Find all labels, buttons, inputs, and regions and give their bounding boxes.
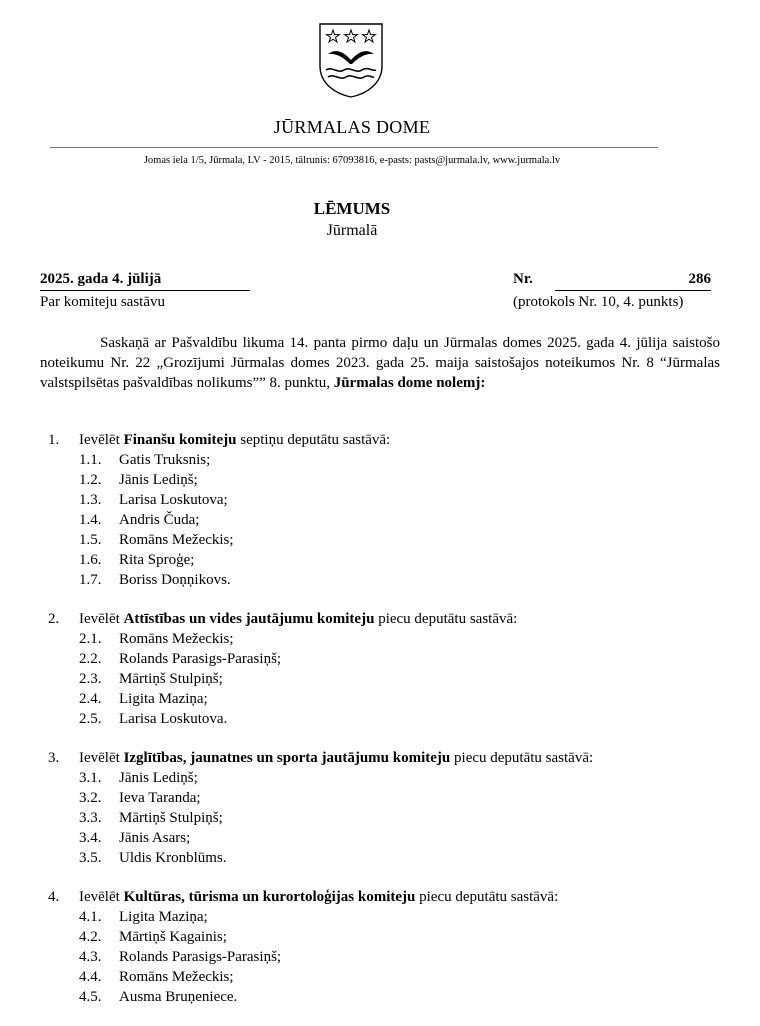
committee-section <box>0 887 760 1007</box>
member-number: 4.5. <box>79 989 102 1005</box>
member-number: 4.1. <box>79 909 102 925</box>
committee-heading <box>0 609 760 629</box>
member-name: Jānis Lediņš; <box>119 770 198 786</box>
member-number: 3.2. <box>79 790 102 806</box>
preamble-text: Saskaņā ar Pašvaldību likuma 14. panta pirmo daļu un Jūrmalas domes 2025. gada 4. jūlija saistošo noteikumu Nr. 22 „Grozījumi Jūrmalas domes 2023. gada 25. maija saistošajos noteikumos Nr. 8 “Jūrmalas valstspilsētas pašvaldības nolikums”” 8. punktu, <box>40 335 720 391</box>
member-item <box>0 788 760 808</box>
committee-heading <box>0 748 760 768</box>
member-item <box>0 967 760 987</box>
section-lead: Ievēlēt <box>79 432 120 448</box>
member-name: Rolands Parasigs-Parasiņš; <box>119 949 282 965</box>
member-item <box>0 530 760 550</box>
member-name: Romāns Mežeckis; <box>119 969 234 985</box>
committee-name: Finanšu komiteju <box>123 432 237 448</box>
section-text <box>79 887 558 907</box>
protocol-reference: (protokols Nr. 10, 4. punkts) <box>513 294 684 310</box>
section-number: 4. <box>48 889 60 905</box>
section-lead: Ievēlēt <box>79 889 120 905</box>
member-name: Ausma Bruņeniece. <box>119 989 238 1005</box>
member-item <box>0 570 760 590</box>
member-number: 2.3. <box>79 671 102 687</box>
member-name: Jānis Lediņš; <box>119 472 198 488</box>
member-name: Boriss Doņņikovs. <box>119 572 231 588</box>
member-item <box>0 987 760 1007</box>
member-name: Mārtiņš Kagainis; <box>119 929 227 945</box>
section-lead: Ievēlēt <box>79 611 120 627</box>
preamble-paragraph <box>40 333 720 393</box>
section-number: 1. <box>48 432 60 448</box>
member-number: 3.1. <box>79 770 102 786</box>
member-name: Rita Sproģe; <box>119 552 195 568</box>
committee-heading <box>0 430 760 450</box>
member-item <box>0 947 760 967</box>
member-item <box>0 550 760 570</box>
organization-name: JŪRMALAS DOME <box>273 117 431 137</box>
member-item <box>0 689 760 709</box>
member-name: Romāns Mežeckis; <box>119 631 234 647</box>
member-name: Ieva Taranda; <box>119 790 201 806</box>
member-name: Uldis Kronblūms. <box>119 850 227 866</box>
contact-line: Jomas iela 1/5, Jūrmala, LV - 2015, tālrunis: 67093816, e-pasts: pasts@jurmala.lv, www.jurmala.lv <box>143 155 561 166</box>
committee-name: Kultūras, tūrisma un kurortoloģijas komiteju <box>123 889 416 905</box>
member-item <box>0 450 760 470</box>
member-number: 1.1. <box>79 452 102 468</box>
member-number: 1.6. <box>79 552 102 568</box>
member-item <box>0 768 760 788</box>
member-item <box>0 907 760 927</box>
member-number: 1.3. <box>79 492 102 508</box>
committee-name: Attīstības un vides jautājumu komiteju <box>123 611 375 627</box>
committee-section <box>0 748 760 868</box>
section-tail: septiņu deputātu sastāvā: <box>240 432 391 448</box>
member-name: Rolands Parasigs-Parasiņš; <box>119 651 282 667</box>
committee-section <box>0 609 760 729</box>
member-number: 3.4. <box>79 830 102 846</box>
member-item <box>0 649 760 669</box>
member-number: 3.5. <box>79 850 102 866</box>
preamble-resolution: Jūrmalas dome nolemj: <box>333 375 486 391</box>
section-tail: piecu deputātu sastāvā: <box>419 889 559 905</box>
header-divider <box>50 147 658 148</box>
document-place: Jūrmalā <box>326 222 378 239</box>
member-item <box>0 828 760 848</box>
member-name: Ligita Maziņa; <box>119 909 208 925</box>
member-name: Romāns Mežeckis; <box>119 532 234 548</box>
member-number: 3.3. <box>79 810 102 826</box>
section-text <box>79 609 517 629</box>
member-name: Mārtiņš Stulpiņš; <box>119 810 223 826</box>
decision-date: 2025. gada 4. jūlijā <box>40 269 250 291</box>
member-number: 4.2. <box>79 929 102 945</box>
decision-number: 286 <box>555 269 711 291</box>
section-number: 2. <box>48 611 60 627</box>
member-item <box>0 490 760 510</box>
decision-number-label: Nr. <box>513 271 533 287</box>
member-number: 4.4. <box>79 969 102 985</box>
committee-list <box>0 430 760 1026</box>
decision-subject: Par komiteju sastāvu <box>40 294 165 310</box>
member-name: Mārtiņš Stulpiņš; <box>119 671 223 687</box>
section-tail: piecu deputātu sastāvā: <box>454 750 594 766</box>
member-item <box>0 927 760 947</box>
member-name: Gatis Truksnis; <box>119 452 211 468</box>
section-lead: Ievēlēt <box>79 750 120 766</box>
section-text <box>79 430 390 450</box>
member-number: 1.2. <box>79 472 102 488</box>
member-item <box>0 629 760 649</box>
document-title: LĒMUMS <box>313 199 391 218</box>
member-number: 1.7. <box>79 572 102 588</box>
member-number: 4.3. <box>79 949 102 965</box>
member-item <box>0 669 760 689</box>
committee-heading <box>0 887 760 907</box>
member-item <box>0 510 760 530</box>
member-number: 1.4. <box>79 512 102 528</box>
committee-name: Izglītības, jaunatnes un sporta jautājumu komiteju <box>123 750 451 766</box>
member-number: 2.1. <box>79 631 102 647</box>
section-number: 3. <box>48 750 60 766</box>
member-item <box>0 848 760 868</box>
section-tail: piecu deputātu sastāvā: <box>378 611 518 627</box>
member-item <box>0 709 760 729</box>
member-name: Larisa Loskutova. <box>119 711 228 727</box>
member-item <box>0 808 760 828</box>
section-text <box>79 748 593 768</box>
member-number: 2.5. <box>79 711 102 727</box>
member-number: 2.2. <box>79 651 102 667</box>
member-number: 1.5. <box>79 532 102 548</box>
member-name: Jānis Asars; <box>119 830 191 846</box>
member-name: Larisa Loskutova; <box>119 492 228 508</box>
member-name: Andris Čuda; <box>119 512 200 528</box>
member-number: 2.4. <box>79 691 102 707</box>
member-name: Ligita Maziņa; <box>119 691 208 707</box>
committee-section <box>0 430 760 590</box>
member-item <box>0 470 760 490</box>
coat-of-arms-logo <box>318 22 384 98</box>
